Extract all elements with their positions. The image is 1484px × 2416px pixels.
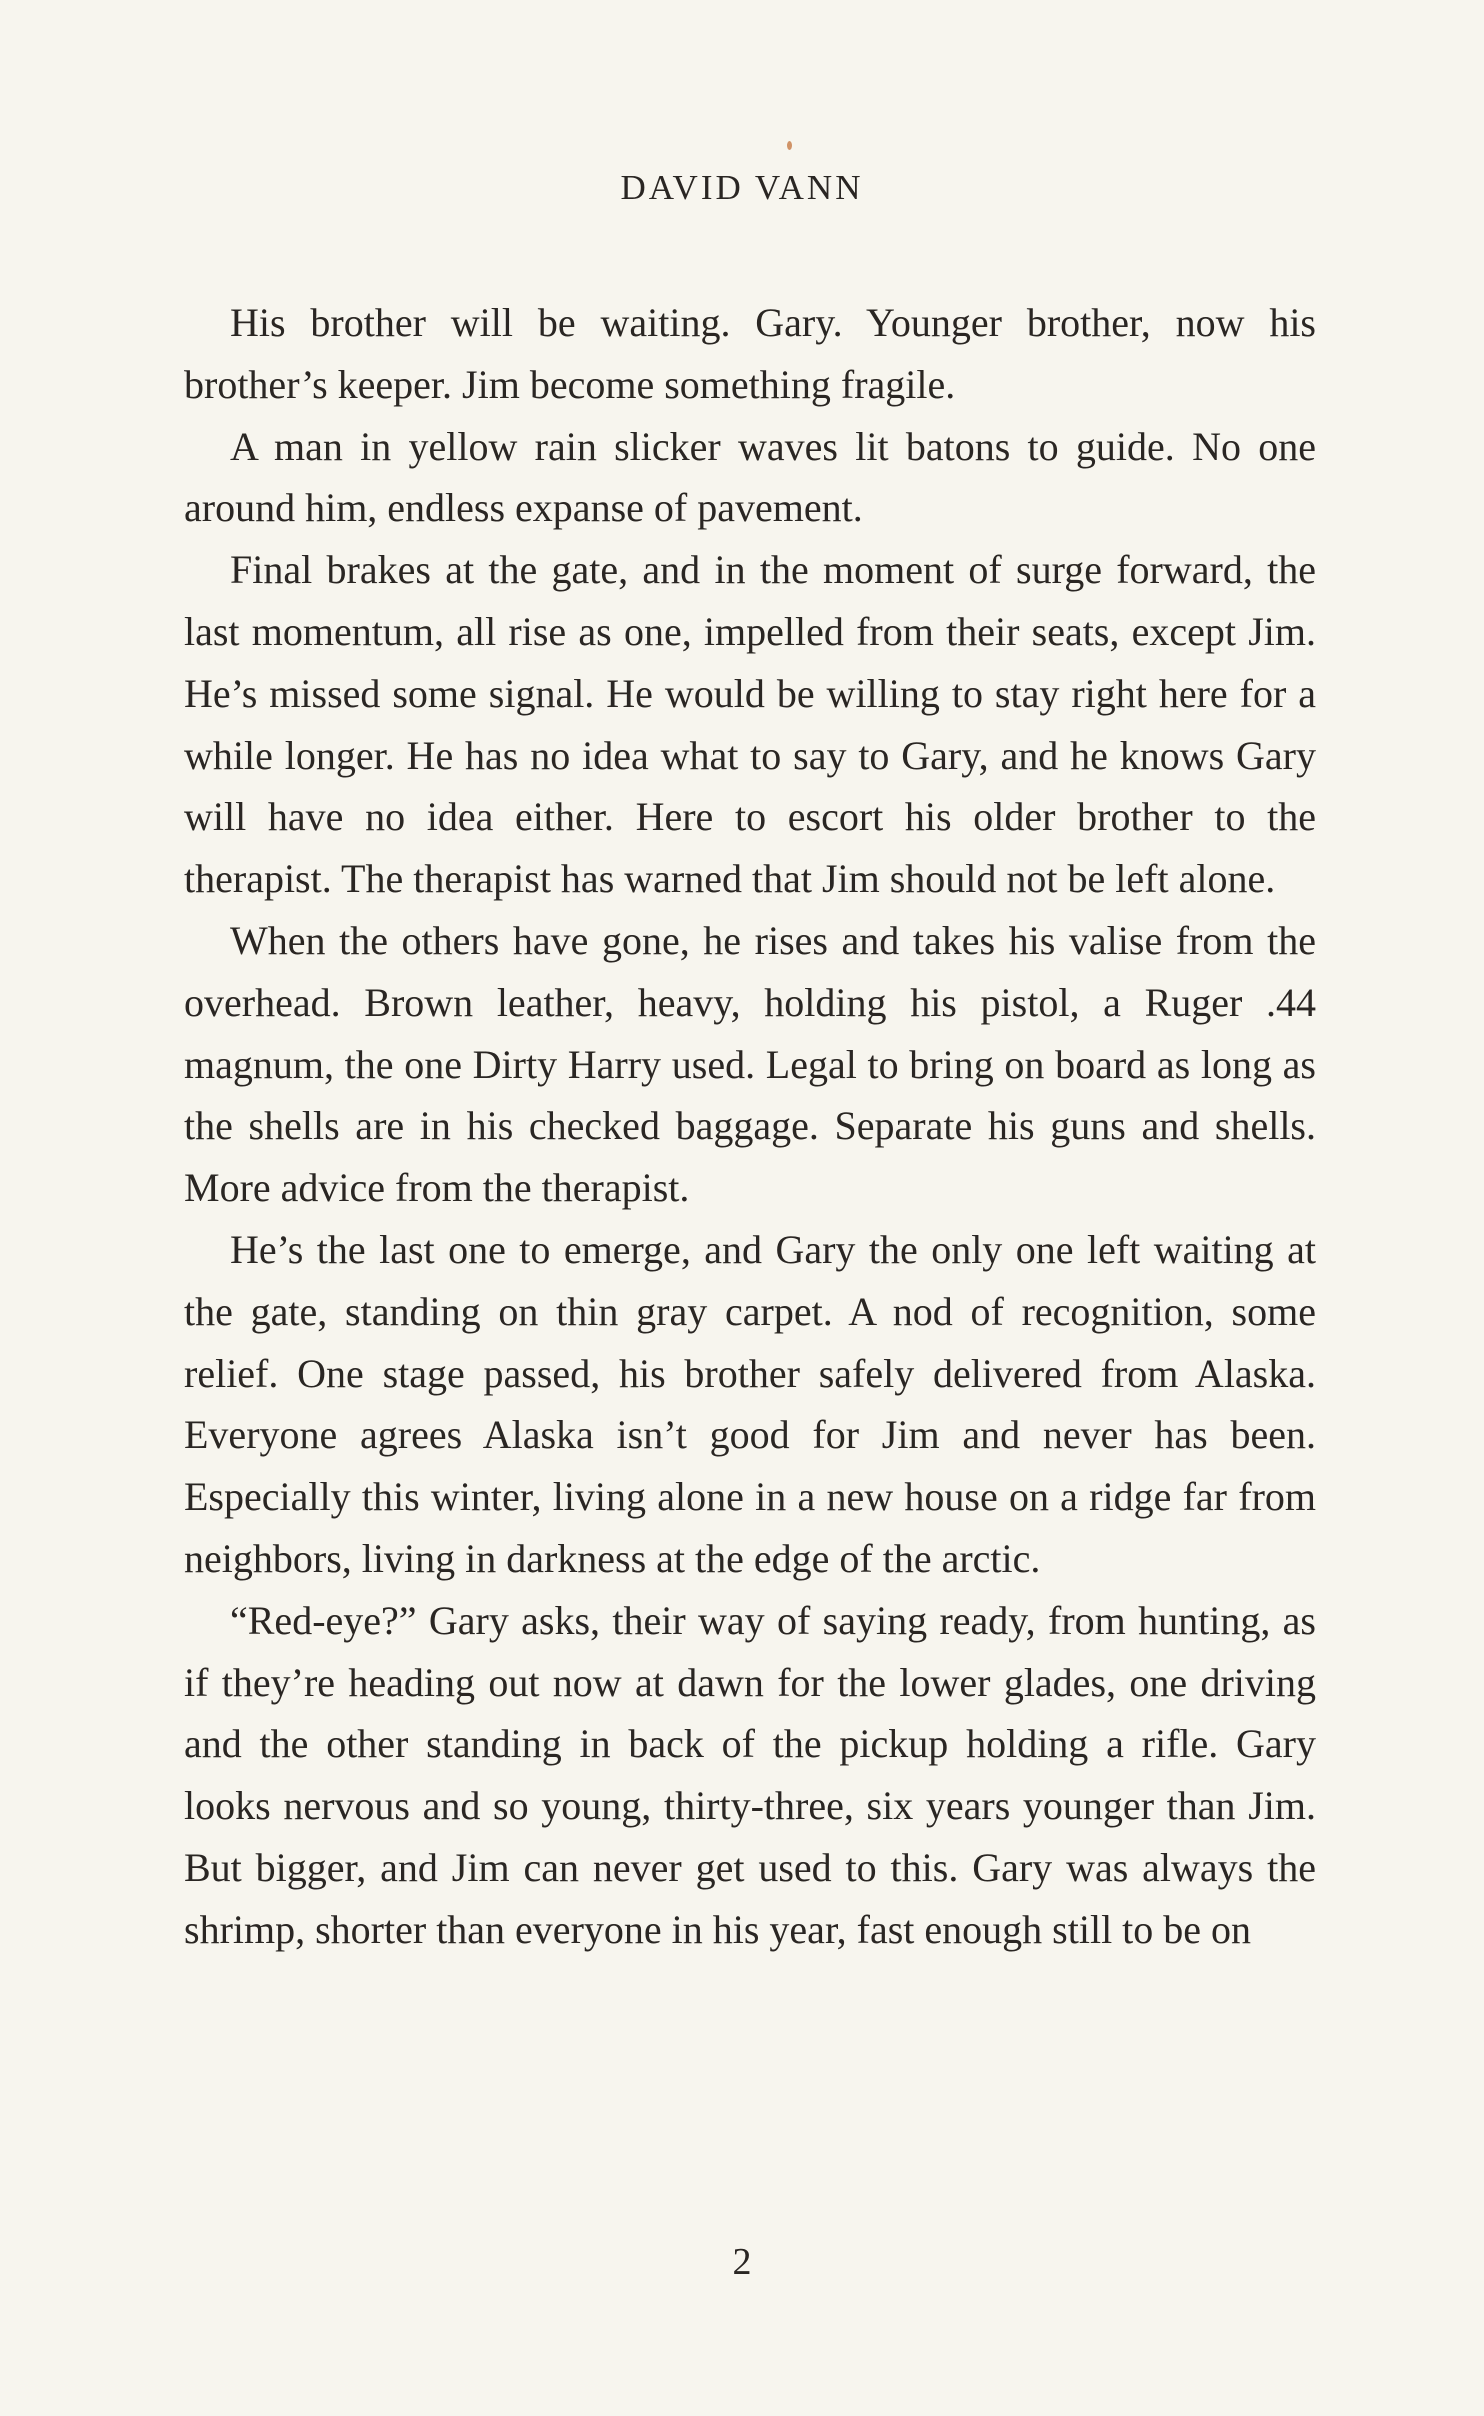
paragraph: He’s the last one to emerge, and Gary the only one left waiting at the gate, standing on thin gray carpet. A nod of recognition, some relief. One stage passed, his brother safely delivered from Alaska. Everyone agrees Alaska isn’t good for Jim and never has been. Especially this winter, living alone in a new house on a ridge far from neighbors, living in darkness at the edge of the arctic.	[184, 1226, 1316, 1581]
paragraph: His brother will be waiting. Gary. Younger brother, now his brother’s keeper. Jim become something fragile.	[184, 300, 1316, 407]
paragraph: Final brakes at the gate, and in the moment of surge forward, the last momentum, all rise as one, impelled from their seats, except Jim. He’s missed some signal. He would be willing to stay right here for a while longer. He has no idea what to say to Gary, and he knows Gary will have no idea either. Here to escort his older brother to the therapist. The therapist has warned that Jim should not be left alone.	[184, 547, 1316, 902]
page-number: 2	[732, 2241, 752, 2283]
running-head: DAVID VANN	[620, 168, 864, 207]
body-text	[184, 292, 1316, 1961]
paragraph: “Red-eye?” Gary asks, their way of saying ready, from hunting, as if they’re heading out now at dawn for the lower glades, one driving and the other standing in back of the pickup holding a rifle. Gary looks nervous and so young, thirty-three, six years younger than Jim. But bigger, and Jim can never get used to this. Gary was always the shrimp, shorter than everyone in his year, fast enough still to be on	[184, 1597, 1316, 1952]
paragraph: When the others have gone, he rises and takes his valise from the overhead. Brown leather, heavy, holding his pistol, a Ruger .44 magnum, the one Dirty Harry used. Legal to bring on board as long as the shells are in his checked baggage. Separate his guns and shells. More advice from the therapist.	[184, 917, 1316, 1211]
paragraph: A man in yellow rain slicker waves lit batons to guide. No one around him, endless expanse of pavement.	[184, 423, 1316, 531]
ink-speck	[787, 141, 792, 150]
